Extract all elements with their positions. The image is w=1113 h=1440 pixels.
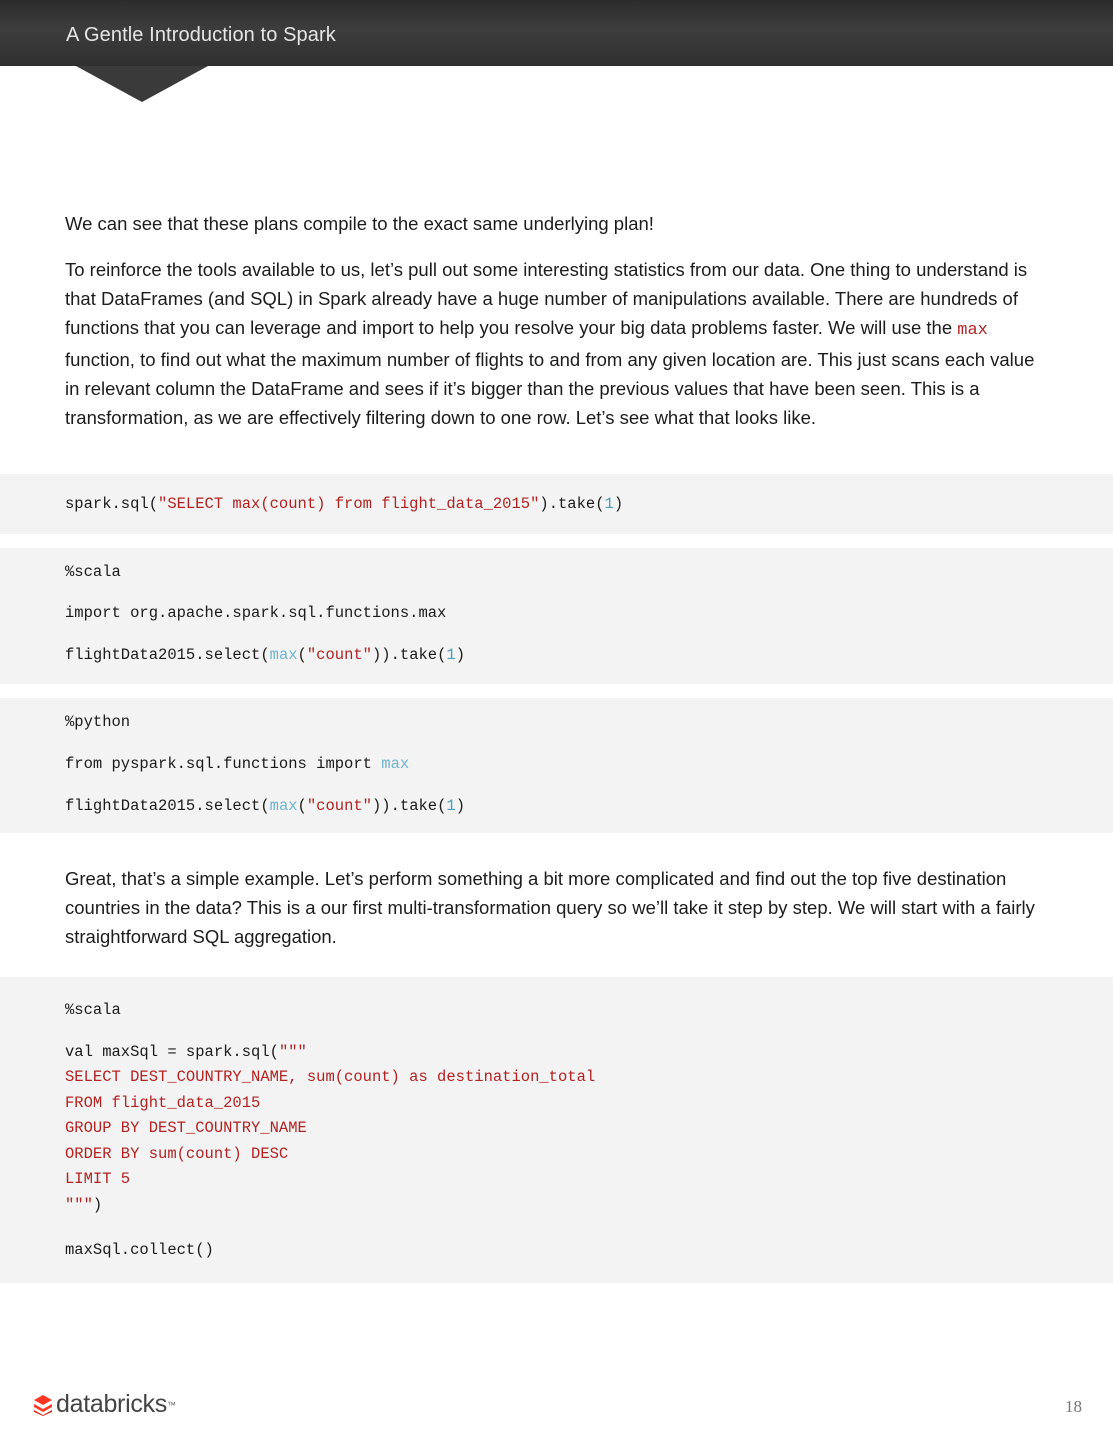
header-title: A Gentle Introduction to Spark: [66, 24, 336, 46]
sql-line: SELECT DEST_COUNTRY_NAME, sum(count) as destination_total: [65, 1068, 596, 1086]
paragraph-text: To reinforce the tools available to us, let’s pull out some interesting statistics from our data. One thing to understand is that DataFrames (and SQL) in Spark already have a huge number of manipulations available. There are hundreds of functions that you can leverage and import to help you resolve your big data problems faster. We will use the: [65, 259, 1028, 338]
code-collect: maxSql.collect(): [65, 1241, 214, 1259]
code-function: max: [269, 646, 298, 664]
header-notch: [76, 66, 208, 102]
code-import: import org.apache.spark.sql.functions.max: [65, 604, 447, 622]
code-magic: %scala: [65, 1001, 121, 1019]
code-string: "SELECT max(count) from flight_data_2015": [158, 495, 540, 513]
code-magic: %python: [65, 713, 131, 731]
code-number: 1: [446, 646, 456, 664]
code-function: max: [269, 797, 298, 815]
sql-line: ORDER BY sum(count) DESC: [65, 1145, 289, 1163]
code-number: 1: [604, 495, 614, 513]
code-text: flightData2015.select(: [65, 797, 270, 815]
code-string: """: [278, 1043, 307, 1061]
paragraph-top-five: Great, that’s a simple example. Let’s perform something a bit more complicated and find out the top five destination countries in the data? This is a our first multi-transformation query so we’ll take it step by step. We will start with a fairly straightforward SQL aggregation.: [65, 868, 1035, 947]
code-text: flightData2015.select(: [65, 646, 270, 664]
code-string: """: [65, 1196, 93, 1214]
code-text: ): [92, 1196, 103, 1214]
code-function: max: [381, 755, 410, 773]
logo-trademark: ™: [166, 1399, 176, 1410]
code-string: "count": [306, 797, 372, 815]
code-line: [65, 1043, 307, 1061]
code-text: spark.sql(: [65, 495, 159, 513]
inline-code-max: max: [957, 321, 988, 340]
code-text: ): [613, 495, 624, 513]
code-text: (: [297, 797, 307, 815]
logo-wordmark: databricks: [56, 1390, 167, 1418]
sql-line: FROM flight_data_2015: [65, 1094, 261, 1112]
code-block-python: [0, 698, 1113, 833]
code-text: ): [455, 646, 466, 664]
paragraph-text: function, to find out what the maximum number of flights to and from any given location are. This just scans each value in relevant column the DataFrame and sees if it’s bigger than the previous values that have been seen. This is a transformation, as we are effectively filtering down to one row. Let’s see what that looks like.: [65, 349, 1035, 428]
code-block-scala: [0, 548, 1113, 684]
code-block-scala-sql: [0, 977, 1113, 1283]
code-text: ): [455, 797, 466, 815]
code-line: [65, 797, 465, 815]
code-import: [65, 755, 409, 773]
databricks-logo-icon: [33, 1394, 53, 1416]
code-line: [65, 646, 465, 664]
code-line: [65, 1196, 102, 1214]
code-string: "count": [306, 646, 372, 664]
code-text: ).take(: [539, 495, 605, 513]
page-header: [0, 0, 1113, 66]
code-text: val maxSql = spark.sql(: [65, 1043, 279, 1061]
code-text: (: [297, 646, 307, 664]
page-number: 18: [1065, 1397, 1082, 1416]
code-number: 1: [446, 797, 456, 815]
code-block-sql: [0, 474, 1113, 534]
databricks-logo: [33, 1390, 176, 1419]
code-text: from pyspark.sql.functions import: [65, 755, 382, 773]
paragraph-plans: We can see that these plans compile to the exact same underlying plan!: [65, 213, 654, 234]
paragraph-statistics: [65, 255, 1035, 432]
code-line: [65, 495, 623, 513]
sql-line: LIMIT 5: [65, 1170, 131, 1188]
code-text: )).take(: [371, 797, 447, 815]
sql-line: GROUP BY DEST_COUNTRY_NAME: [65, 1119, 307, 1137]
code-magic: %scala: [65, 563, 121, 581]
code-text: )).take(: [371, 646, 447, 664]
